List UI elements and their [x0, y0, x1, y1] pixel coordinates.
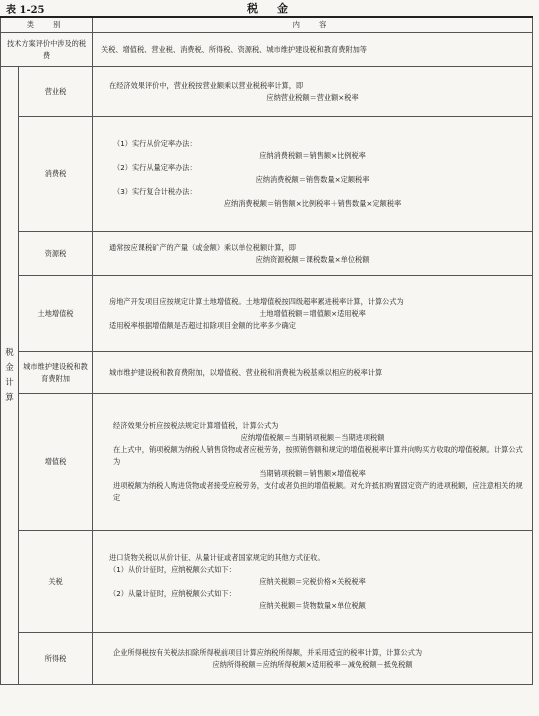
side-char: 计 — [5, 377, 14, 388]
tax-table — [0, 16, 533, 685]
table-row — [1, 352, 533, 394]
category-vat: 增值税 — [19, 394, 93, 531]
formula-line: 应纳消费税额＝销售数量×定额税率 — [255, 175, 370, 184]
table-row — [1, 633, 533, 685]
content-line: 进口货物关税以从价计征、从量计征或者国家规定的其他方式征收。 — [109, 552, 325, 562]
formula-line: 应纳消费税额＝销售额×比例税率＋销售数量×定额税率 — [223, 199, 402, 208]
formula-line: 应纳营业税额＝营业额×税率 — [266, 92, 359, 102]
table-row — [1, 394, 533, 531]
content-line: 在经济效果评价中，营业税按营业额乘以营业税税率计算，即 — [109, 80, 304, 90]
side-label — [1, 67, 19, 685]
table-row — [1, 67, 533, 117]
content-line: 城市维护建设税和教育费附加，以增值税、营业税和消费税为税基乘以相应的税率计算 — [109, 367, 383, 377]
formula-line: 土地增值税额＝增值额×适用税率 — [259, 308, 366, 318]
formula-line: 应纳关税额＝货物数量×单位税额 — [259, 600, 366, 610]
table-number: 表 1-25 — [6, 5, 45, 16]
header-category: 类 别 — [1, 17, 93, 33]
content-resource-tax — [93, 232, 533, 276]
category-income-tax: 所得税 — [19, 633, 93, 685]
table-header-row — [1, 17, 533, 33]
content-business-tax — [93, 67, 533, 117]
formula-line: 应纳资源税额＝课税数量×单位税额 — [255, 254, 370, 264]
scope-category: 技术方案评价中涉及的税费 — [1, 33, 93, 67]
content-line: 房地产开发项目应按规定计算土地增值税。土地增值税按四级超率累进税率计算，计算公式为 — [109, 296, 404, 306]
formula-line: 应纳增值税额＝当期销项税额－当期进项税额 — [240, 433, 385, 442]
content-line: 进项税额为纳税人购进货物或者接受应税劳务，支付或者负担的增值税额。对允许抵扣购置固定资产的进项税额，应注意相关的规定 — [113, 481, 523, 502]
category-customs: 关税 — [19, 531, 93, 633]
content-income-tax — [93, 633, 533, 685]
side-char: 税 — [5, 347, 14, 358]
content-line: 企业所得税按有关税法扣除所得税前项目计算应纳税所得额，并采用适宜的税率计算，计算公式为 — [113, 647, 423, 657]
formula-line: 当期销项税额＝销售额×增值税率 — [259, 469, 366, 478]
content-urban-tax — [93, 352, 533, 394]
table-row — [1, 531, 533, 633]
content-line: （2）从量计征时，应纳税额公式如下： — [109, 588, 236, 598]
formula-line: 应纳消费税额＝销售额×比例税率 — [259, 151, 366, 160]
content-consumption-tax — [93, 117, 533, 232]
content-line: （1）实行从价定率办法： — [113, 139, 197, 148]
table-title: 税 金 — [247, 2, 292, 15]
formula-line: 应纳关税额＝完税价格×关税税率 — [259, 576, 366, 586]
table-row — [1, 33, 533, 67]
scope-text: 关税、增值税、营业税、消费税、所得税、资源税、城市维护建设税和教育费附加等 — [101, 44, 367, 54]
category-urban-tax: 城市维护建设税和教育费附加 — [19, 352, 93, 394]
content-customs — [93, 531, 533, 633]
category-business-tax: 营业税 — [19, 67, 93, 117]
header-content: 内 容 — [93, 17, 533, 33]
scope-content — [93, 33, 533, 67]
table-row — [1, 276, 533, 352]
content-line: 经济效果分析应按税法规定计算增值税，计算公式为 — [113, 421, 279, 430]
category-land-vat: 土地增值税 — [19, 276, 93, 352]
content-vat — [93, 394, 533, 531]
table-row — [1, 232, 533, 276]
side-char: 算 — [5, 392, 14, 403]
content-line: （2）实行从量定率办法： — [113, 163, 197, 172]
content-line: 在上式中，销项税额为纳税人销售货物或者应税劳务，按照销售额和规定的增值税税率计算并向购买方收取的增值税额。计算公式为 — [113, 445, 523, 466]
content-line: （3）实行复合计税办法： — [113, 187, 197, 196]
table-row — [1, 117, 533, 232]
formula-line: 应纳所得税额＝应纳所得税额×适用税率－减免税额－抵免税额 — [212, 659, 413, 669]
content-land-vat — [93, 276, 533, 352]
category-resource-tax: 资源税 — [19, 232, 93, 276]
content-line: 通常按应课税矿产的产量（或金额）乘以单位税额计算，即 — [109, 242, 296, 252]
content-line: （1）从价计征时，应纳税额公式如下： — [109, 564, 236, 574]
category-consumption-tax: 消费税 — [19, 117, 93, 232]
side-char: 金 — [5, 362, 14, 373]
content-line: 适用税率根据增值额是否超过扣除项目金额的比率多少确定 — [109, 320, 296, 330]
